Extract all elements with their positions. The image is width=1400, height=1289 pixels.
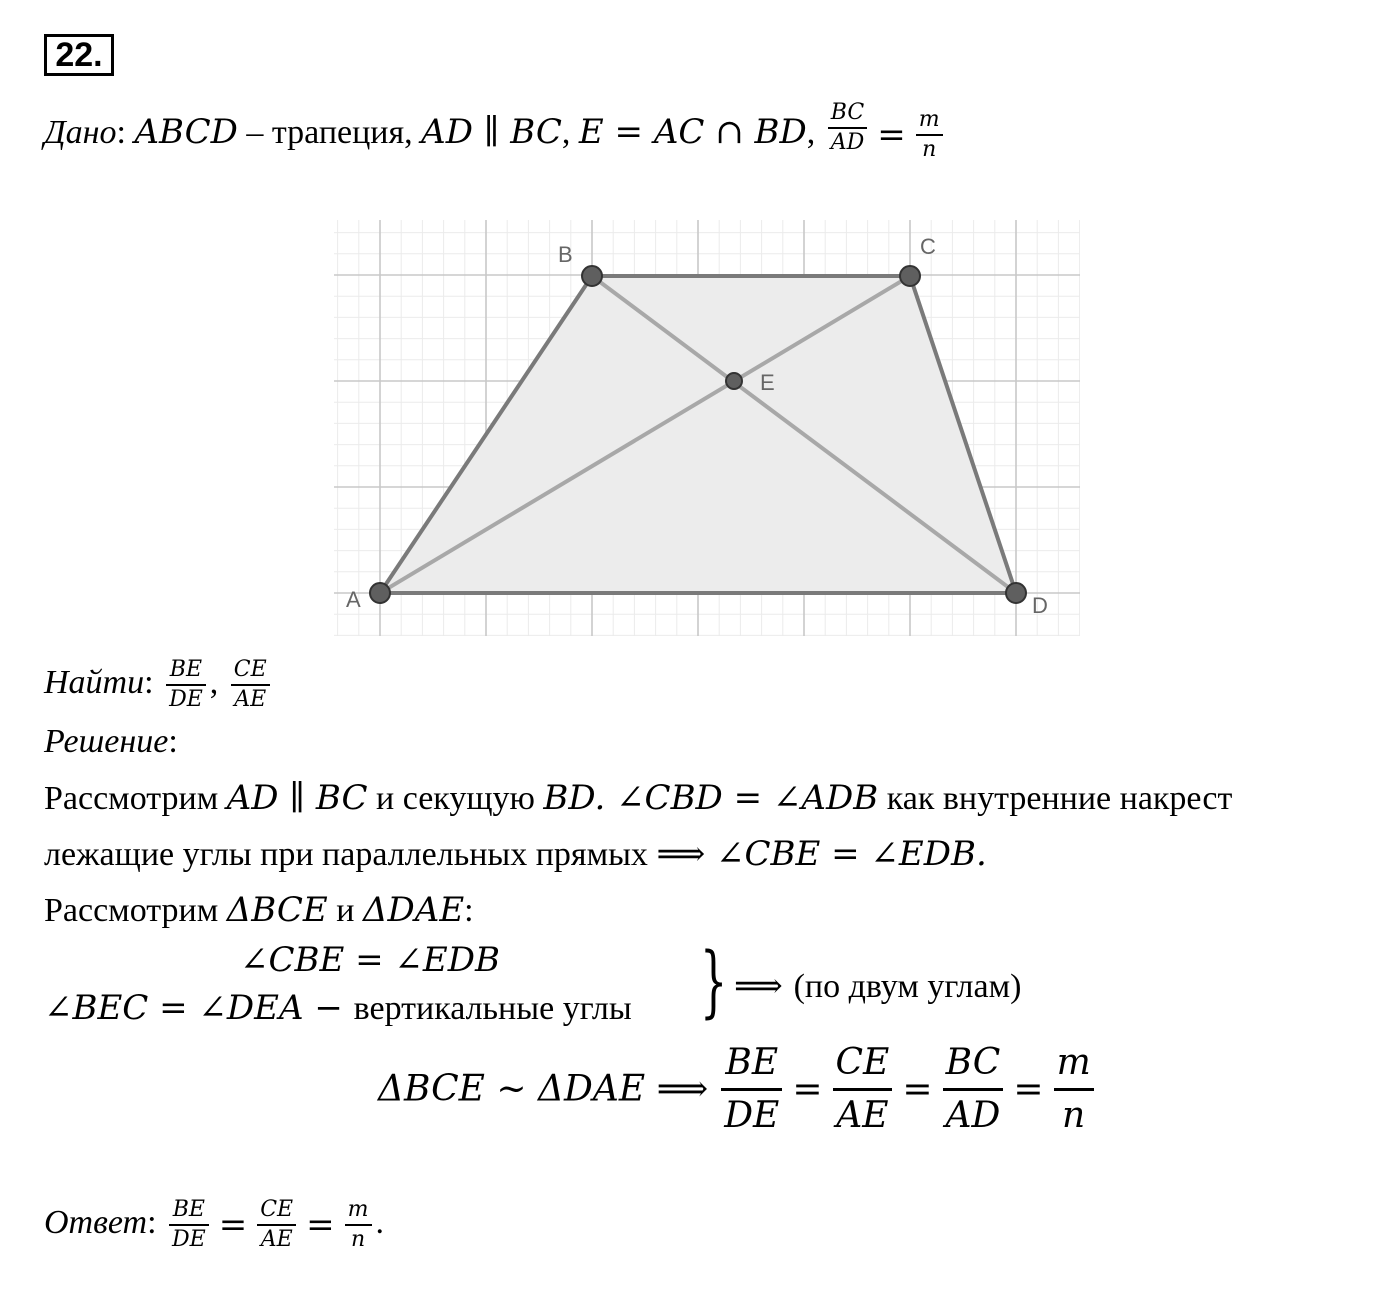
sim-ratio-2: $\frac{CE}{AE}$ — [833, 1038, 893, 1141]
find-line: Найти: $\frac{BE}{DE}$ , $\frac{CE}{AE}$ — [44, 656, 274, 714]
system-eq-1: ∠CBE = ∠EDB — [240, 940, 500, 980]
sim-ratio-4: $\frac{m}{n}$ — [1054, 1038, 1094, 1141]
trapezoid-fill — [380, 276, 1016, 593]
sim-ratio-3: $\frac{BC}{AD}$ — [943, 1038, 1004, 1141]
answer-label: Ответ — [44, 1203, 148, 1241]
given-intersection: E = AC ∩ BD — [578, 111, 807, 152]
point-a — [370, 583, 390, 603]
given-line: Дано: ABCD – трапеция, AD ∥ BC, E = AC ∩ BD, $\frac{BC}{AD}$ = $\frac{m}{n}$ — [44, 106, 947, 164]
label-d: D — [1032, 593, 1048, 618]
label-b: B — [558, 242, 573, 267]
find-ratio-2: $\frac{CE}{AE}$ — [231, 656, 270, 714]
point-d — [1006, 583, 1026, 603]
point-e — [726, 373, 742, 389]
label-c: C — [920, 234, 936, 259]
given-label: Дано — [44, 113, 117, 151]
label-a: A — [346, 587, 361, 612]
answer-ratio-3: $\frac{m}{n}$ — [345, 1196, 372, 1254]
system-brace: } — [700, 937, 728, 1027]
system-conclusion: ⟹ (по двум углам) — [734, 966, 1022, 1006]
problem-number: 22. — [44, 34, 114, 76]
point-b — [582, 266, 602, 286]
find-ratio-1: $\frac{BE}{DE}$ — [166, 656, 206, 714]
solution-label: Решение: — [44, 723, 178, 760]
given-parallel: AD ∥ BC — [421, 111, 562, 152]
given-ratio: $\frac{BC}{AD}$ — [828, 99, 868, 157]
sim-ratio-1: $\frac{BE}{DE}$ — [721, 1038, 782, 1141]
similarity-line: ΔBCE ~ ΔDAE ⟹ $\frac{BE}{DE}$ = $\frac{CE}{AE}$ = $\frac{BC}{AD}$ = $\frac{m}{n}$ — [378, 1036, 1098, 1141]
given-mn: $\frac{m}{n}$ — [916, 106, 943, 164]
find-label: Найти — [44, 663, 145, 701]
label-e: E — [760, 370, 775, 395]
point-c — [900, 266, 920, 286]
answer-line: Ответ: $\frac{BE}{DE}$ = $\frac{CE}{AE}$ = $\frac{m}{n}$ . — [44, 1197, 384, 1252]
solution-line-3: Рассмотрим ΔBCE и ΔDAE: — [44, 890, 474, 930]
given-abcd: ABCD — [134, 111, 238, 152]
solution-line-2: лежащие углы при параллельных прямых ⟹ ∠CBE = ∠EDB. — [44, 834, 987, 874]
answer-ratio-2: $\frac{CE}{AE}$ — [257, 1196, 296, 1254]
answer-ratio-1: $\frac{BE}{DE}$ — [169, 1196, 209, 1254]
solution-line-1: Рассмотрим AD ∥ BC и секущую BD. ∠CBD = ∠ADB как внутренние накрест — [44, 778, 1233, 818]
system-eq-2: ∠BEC = ∠DEA − вертикальные углы — [44, 988, 632, 1028]
trapezoid-figure — [334, 220, 1080, 636]
